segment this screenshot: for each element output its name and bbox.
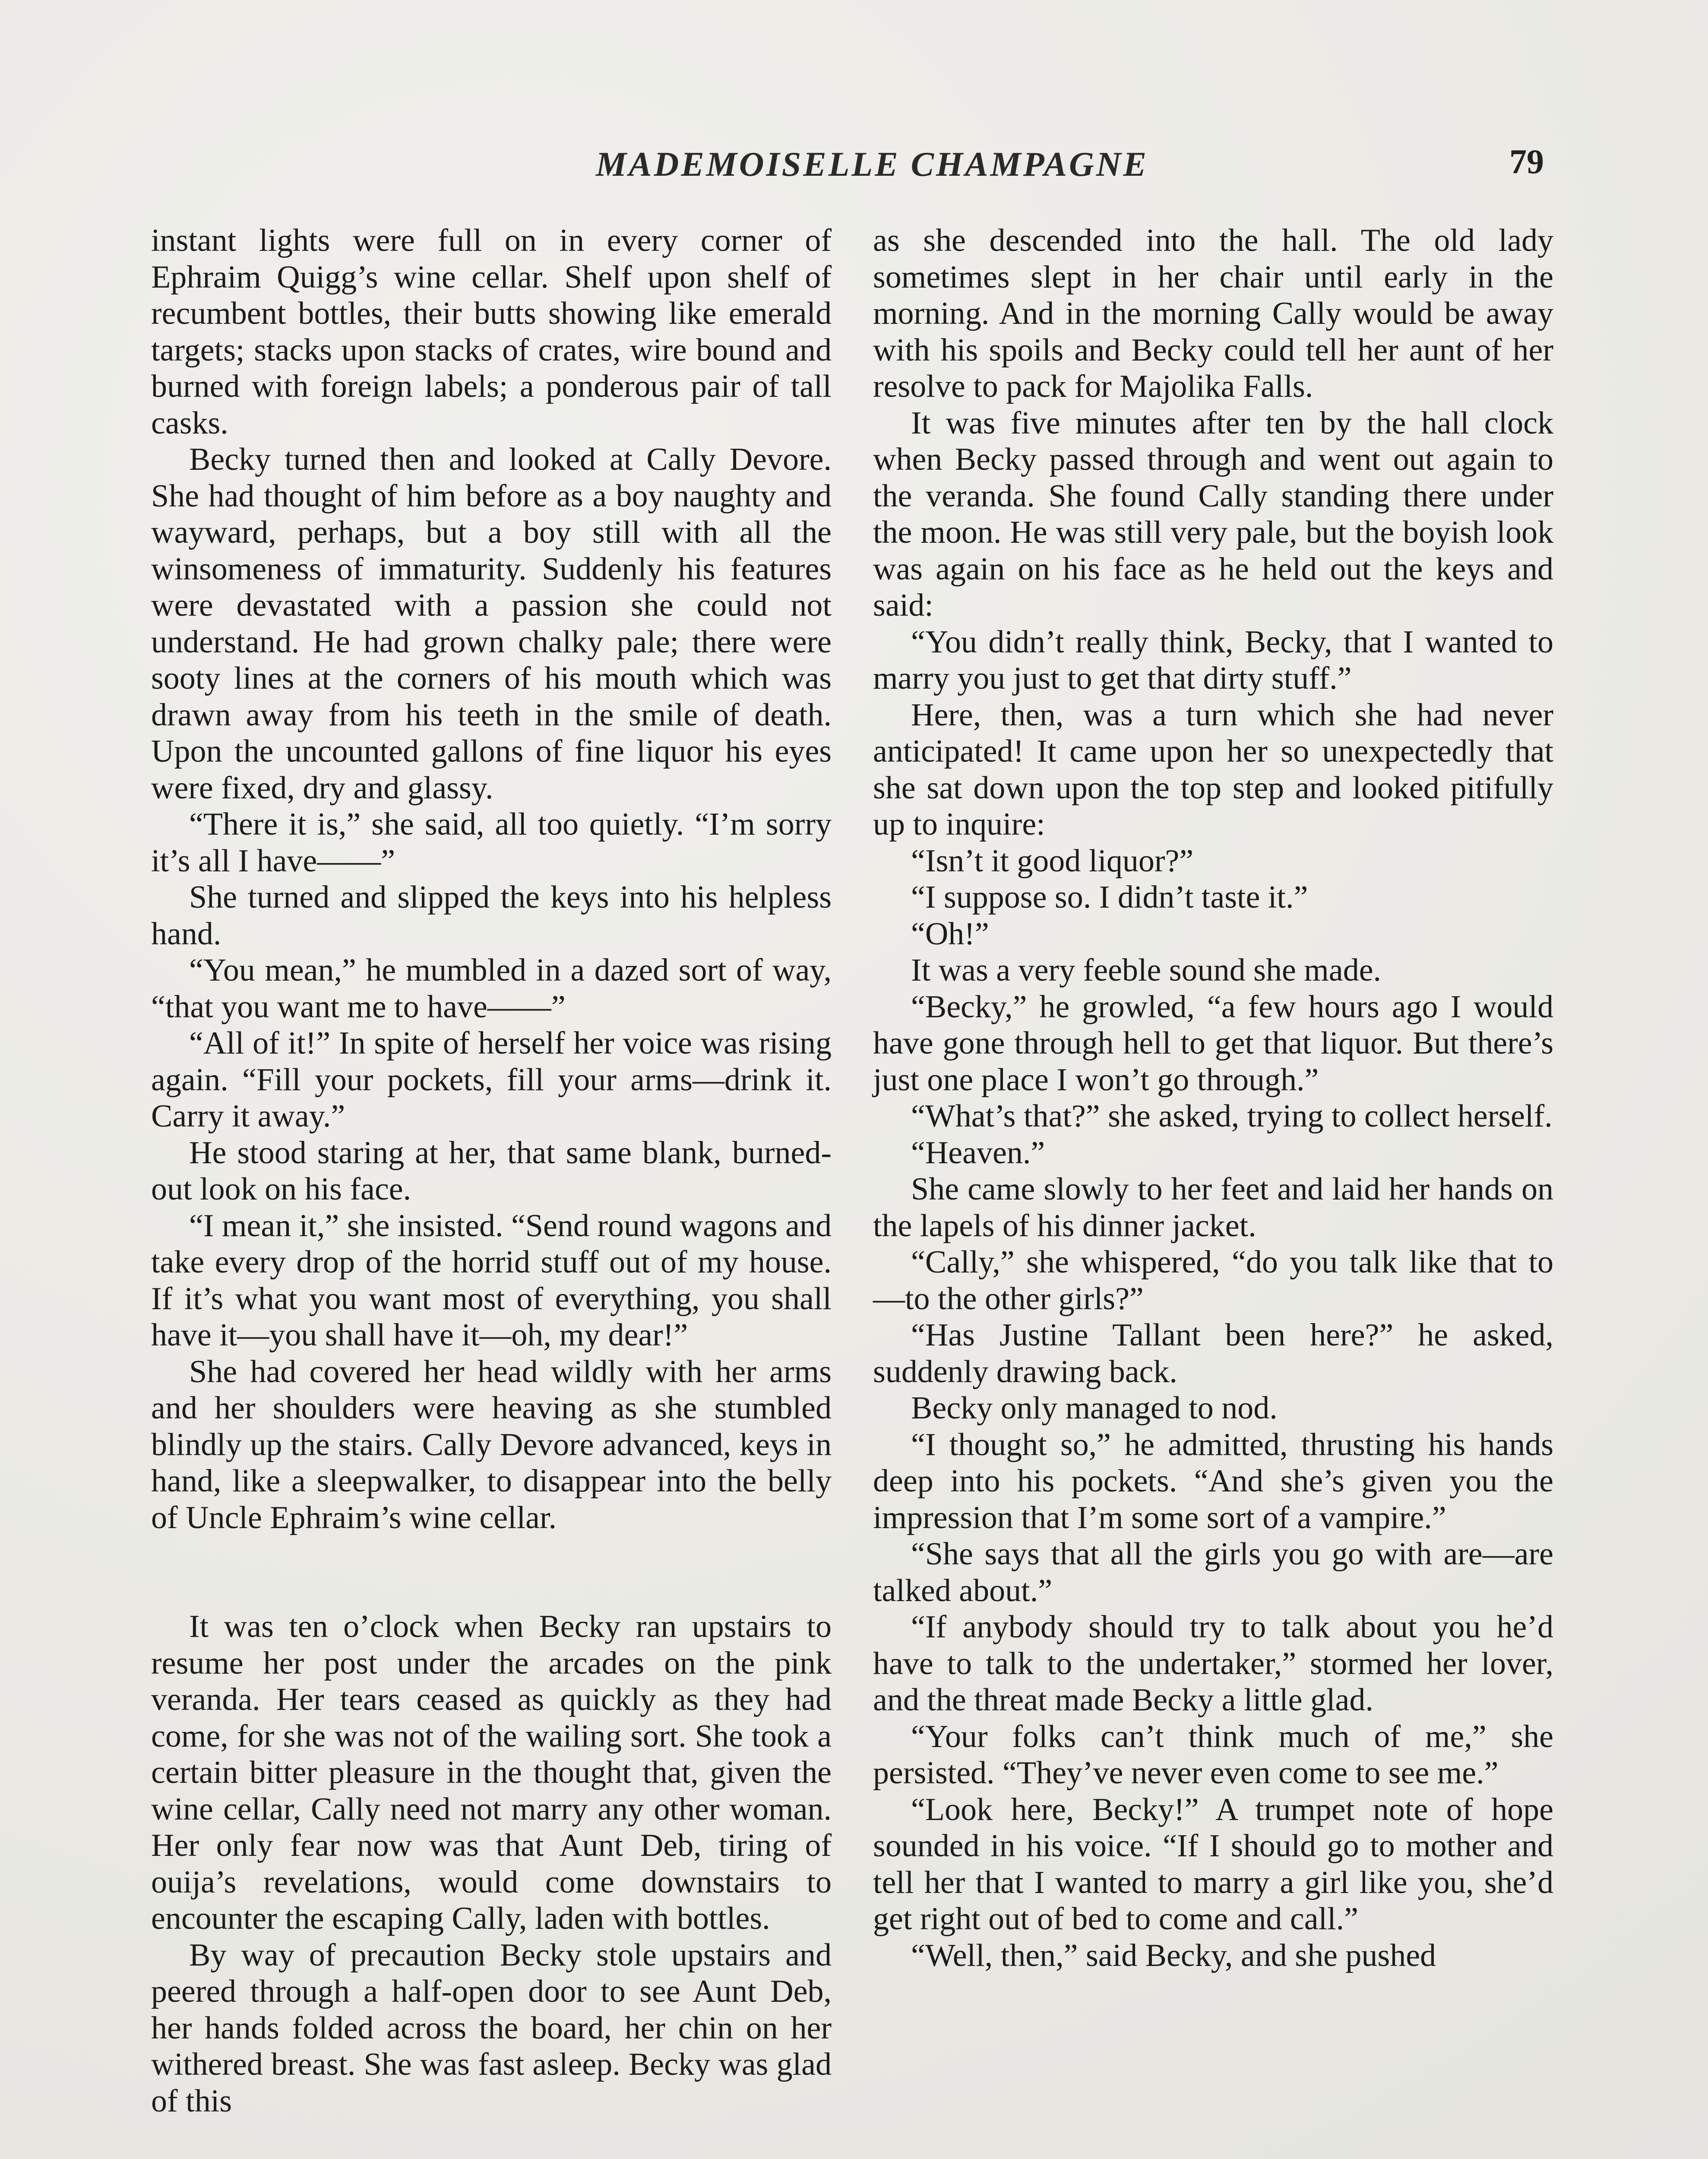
paragraph: “She says that all the girls you go with are—are talked about.”	[873, 1536, 1553, 1608]
paragraph: instant lights were full on in every corner of Ephraim Quigg’s wine cellar. Shelf upon shelf of recumbent bottles, their butts showing like emerald targets; stacks upon stacks of crates, wire bound and burned with foreign labels; a ponderous pair of tall casks.	[151, 223, 832, 441]
paragraph: “I suppose so. I didn’t taste it.”	[911, 880, 1308, 915]
paragraph: “I thought so,” he admitted, thrusting his hands deep into his pockets. “And she’s given you the impression that I’m some sort of a vampire.”	[873, 1427, 1553, 1535]
paragraph: “You didn’t really think, Becky, that I wanted to marry you just to get that dirty stuff.”	[873, 624, 1553, 696]
paragraph: By way of precaution Becky stole upstairs and peered through a half-open door to see Aunt Deb, her hands folded across the board, her chin on her withered breast. She was fast asleep. Becky was glad of this	[151, 1937, 832, 2119]
paragraph: “Cally,” she whispered, “do you talk like that to—to the other girls?”	[873, 1244, 1553, 1317]
paragraph: Here, then, was a turn which she had never anticipated! It came upon her so unexpectedly that she sat down upon the top step and looked pitifully up to inquire:	[873, 697, 1553, 842]
paragraph: She had covered her head wildly with her arms and her shoulders were heaving as she stumbled blindly up the stairs. Cally Devore advanced, keys in hand, like a sleepwalker, to disappear into the belly of Uncle Ephraim’s wine cellar.	[151, 1354, 832, 1535]
paragraph: She came slowly to her feet and laid her hands on the lapels of his dinner jacket.	[873, 1171, 1553, 1244]
paragraph: It was a very feeble sound she made.	[911, 953, 1382, 988]
paragraph: “All of it!” In spite of herself her voice was rising again. “Fill your pockets, fill your arms—drink it. Carry it away.”	[151, 1026, 832, 1134]
paragraph: “Well, then,” said Becky, and she pushed	[911, 1937, 1436, 1973]
paragraph: “Look here, Becky!” A trumpet note of hope sounded in his voice. “If I should go to mother and tell her that I wanted to marry a girl like you, she’d get right out of bed to come and call.”	[873, 1792, 1553, 1937]
paragraph: “Heaven.”	[911, 1135, 1045, 1171]
paragraph: “You mean,” he mumbled in a dazed sort of way, “that you want me to have——”	[151, 953, 832, 1025]
left-column	[151, 222, 832, 2159]
paragraph: “I mean it,” she insisted. “Send round wagons and take every drop of the horrid stuff out of my house. If it’s what you want most of everything, you shall have it—you shall have it—oh, my dear!”	[151, 1208, 832, 1353]
paragraph: “Your folks can’t think much of me,” she persisted. “They’ve never even come to see me.”	[873, 1719, 1553, 1791]
paragraph: “Oh!”	[911, 916, 989, 952]
right-column	[873, 222, 1553, 2159]
paragraph: Becky turned then and looked at Cally Devore. She had thought of him before as a boy naughty and wayward, perhaps, but a boy still with all the winsomeness of immaturity. Suddenly his features were devastated with a passion she could not understand. He had grown chalky pale; there were sooty lines at the corners of his mouth which was drawn away from his teeth in the smile of death. Upon the uncounted gallons of fine liquor his eyes were fixed, dry and glassy.	[151, 442, 832, 806]
running-title: MADEMOISELLE CHAMPAGNE	[596, 146, 1148, 184]
paragraph: She turned and slipped the keys into his helpless hand.	[151, 880, 832, 952]
paragraph: “Has Justine Tallant been here?” he asked, suddenly drawing back.	[873, 1317, 1553, 1390]
paragraph: He stood staring at her, that same blank, burned-out look on his face.	[151, 1135, 832, 1207]
paragraph: “Becky,” he growled, “a few hours ago I would have gone through hell to get that liquor. But there’s just one place I won’t go through.”	[873, 989, 1553, 1098]
paragraph: It was ten o’clock when Becky ran upstairs to resume her post under the arcades on the pink veranda. Her tears ceased as quickly as they had come, for she was not of the wailing sort. She took a certain bitter pleasure in the thought that, given the wine cellar, Cally need not marry any other woman. Her only fear now was that Aunt Deb, tiring of ouija’s revelations, would come downstairs to encounter the escaping Cally, laden with bottles.	[151, 1609, 832, 1936]
page-number: 79	[1509, 143, 1544, 181]
paragraph: Becky only managed to nod.	[911, 1390, 1278, 1426]
paragraph: It was five minutes after ten by the hall clock when Becky passed through and went out again to the veranda. She found Cally standing there under the moon. He was still very pale, but the boyish look was again on his face as he held out the keys and said:	[873, 405, 1553, 623]
paragraph: “What’s that?” she asked, trying to collect herself.	[911, 1098, 1553, 1134]
paragraph: as she descended into the hall. The old lady sometimes slept in her chair until early in the morning. And in the morning Cally would be away with his spoils and Becky could tell her aunt of her resolve to pack for Majolika Falls.	[873, 223, 1553, 404]
paragraph: “If anybody should try to talk about you he’d have to talk to the undertaker,” stormed her lover, and the threat made Becky a little glad.	[873, 1609, 1553, 1718]
paragraph: “Isn’t it good liquor?”	[911, 843, 1194, 879]
paragraph: “There it is,” she said, all too quietly. “I’m sorry it’s all I have——”	[151, 807, 832, 879]
